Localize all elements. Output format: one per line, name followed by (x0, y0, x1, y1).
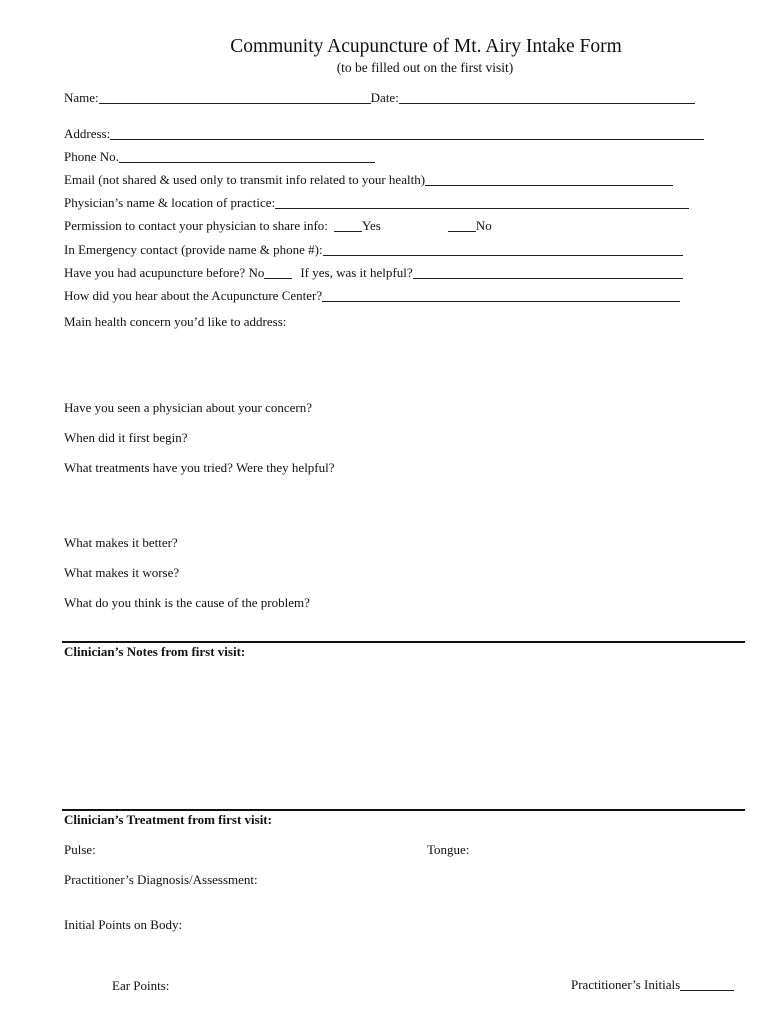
seen-physician-question: Have you seen a physician about your concern? (64, 400, 312, 415)
permission-yes-label: Yes (361, 218, 381, 233)
form-title: Community Acupuncture of Mt. Airy Intake Form (230, 36, 622, 57)
address-label: Address: (64, 126, 111, 141)
better-question: What makes it better? (64, 535, 178, 550)
section-divider (62, 641, 745, 643)
initials-field[interactable] (680, 978, 734, 991)
hear-about-field[interactable] (322, 289, 680, 302)
name-field[interactable] (99, 91, 371, 104)
hear-about-label: How did you hear about the Acupuncture Center? (64, 288, 323, 303)
hear-about-row (64, 286, 680, 304)
helpful-field[interactable] (413, 266, 683, 279)
phone-row (64, 147, 375, 165)
date-field[interactable] (399, 91, 695, 104)
physician-field[interactable] (275, 196, 689, 209)
email-row (64, 170, 673, 188)
emergency-field[interactable] (323, 243, 683, 256)
had-acupuncture-label: Have you had acupuncture before? No (64, 265, 265, 280)
form-subtitle: (to be filled out on the first visit) (336, 60, 514, 75)
permission-no-label: No (475, 218, 492, 233)
clinician-notes-heading: Clinician’s Notes from first visit: (64, 644, 246, 659)
physician-row (64, 193, 689, 211)
clinician-treatment-heading: Clinician’s Treatment from first visit: (64, 812, 272, 827)
ear-points-label: Ear Points: (112, 978, 170, 993)
permission-no-field[interactable] (448, 219, 476, 232)
permission-label: Permission to contact your physician to share info: (64, 218, 328, 233)
physician-label: Physician’s name & location of practice: (64, 195, 276, 210)
worse-question: What makes it worse? (64, 565, 180, 580)
diagnosis-label: Practitioner’s Diagnosis/Assessment: (64, 872, 258, 887)
treatments-question: What treatments have you tried? Were they helpful? (64, 460, 335, 475)
main-concern-question: Main health concern you’d like to address: (64, 314, 287, 329)
section-divider (62, 809, 745, 811)
permission-yes-field[interactable] (334, 219, 362, 232)
email-label: Email (not shared & used only to transmit info related to your health) (64, 172, 426, 187)
permission-row (64, 216, 492, 234)
phone-field[interactable] (119, 150, 375, 163)
date-label: Date: (370, 90, 399, 105)
emergency-label: In Emergency contact (provide name & phone #): (64, 242, 323, 257)
body-points-label: Initial Points on Body: (64, 917, 183, 932)
phone-label: Phone No. (64, 149, 119, 164)
address-row (64, 124, 704, 142)
had-acupuncture-field[interactable] (264, 266, 292, 279)
cause-question: What do you think is the cause of the problem? (64, 595, 310, 610)
name-date-row (64, 88, 695, 106)
email-field[interactable] (425, 173, 673, 186)
initials-row (571, 975, 734, 993)
initials-label: Practitioner’s Initials (571, 977, 681, 992)
name-label: Name: (64, 90, 99, 105)
tongue-label: Tongue: (427, 842, 470, 857)
first-begin-question: When did it first begin? (64, 430, 188, 445)
acupuncture-row (64, 263, 683, 281)
address-field[interactable] (110, 127, 704, 140)
pulse-label: Pulse: (64, 842, 96, 857)
emergency-row (64, 240, 683, 258)
helpful-label: If yes, was it helpful? (300, 265, 413, 280)
